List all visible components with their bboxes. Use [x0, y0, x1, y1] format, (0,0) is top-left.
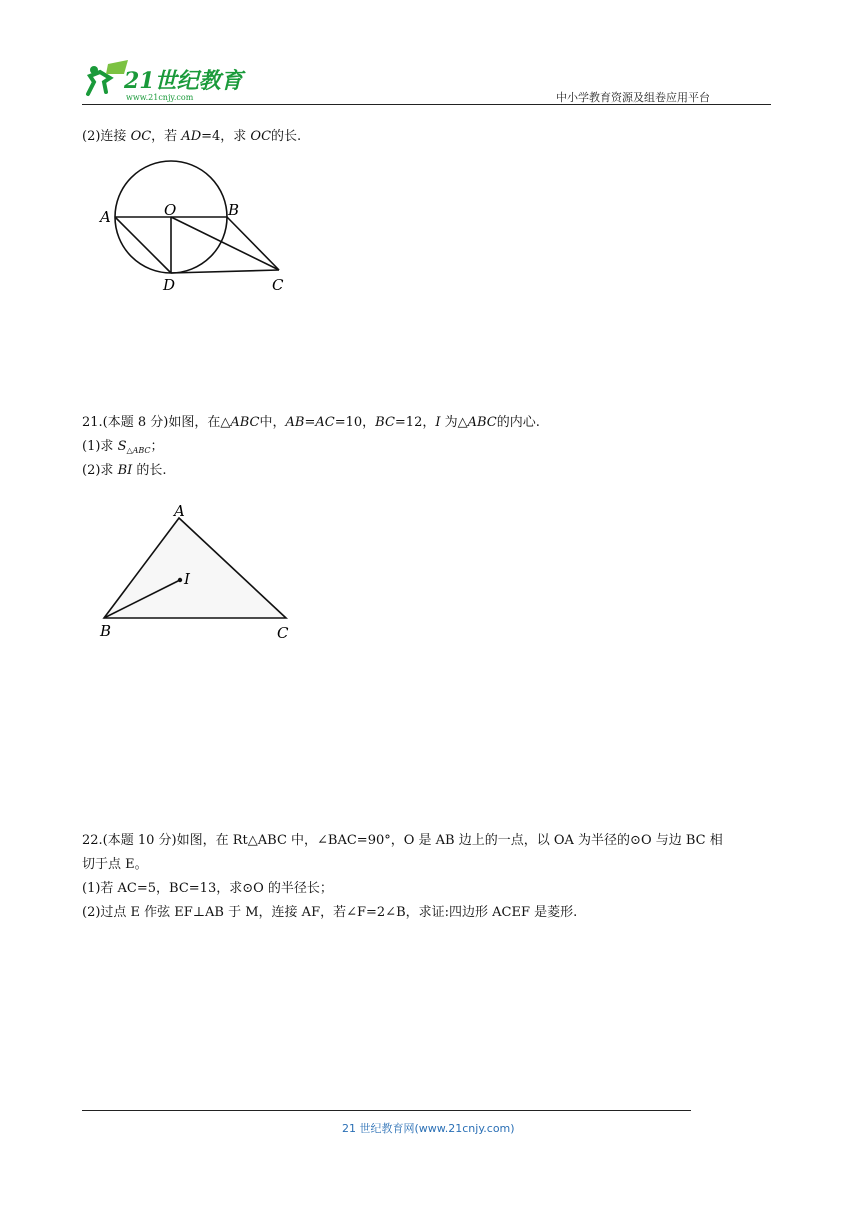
figure-circle-diagram	[96, 160, 296, 304]
logo-url: www.21cnjy.com	[126, 93, 194, 102]
logo	[80, 58, 250, 104]
label-d: D	[163, 276, 176, 294]
header-divider	[82, 104, 771, 105]
label-b: B	[228, 201, 240, 219]
q22-part1: (1)若 AC=5，BC=13，求⊙O 的半径长；	[82, 881, 333, 896]
logo-runner-icon	[80, 58, 250, 104]
label-c: C	[277, 624, 289, 642]
q20-part2: (2)连接 OC，若 AD=4，求 OC的长.	[82, 129, 302, 144]
label-a: A	[174, 502, 185, 520]
label-i: I	[184, 570, 190, 588]
logo-text: 21世纪教育	[124, 68, 243, 94]
label-a: A	[100, 208, 111, 226]
footer-divider	[82, 1110, 691, 1111]
q21-part2: (2)求 BI 的长.	[82, 463, 167, 478]
q22-part2: (2)过点 E 作弦 EF⊥AB 于 M，连接 AF，若∠F=2∠B，求证:四边形 ACEF 是菱形.	[82, 905, 578, 920]
segment-oc	[171, 217, 279, 270]
point-i	[178, 578, 182, 582]
figure-triangle-diagram	[96, 500, 306, 649]
q22-stem-line1: 22.(本题 10 分)如图，在 Rt△ABC 中，∠BAC=90°，O 是 AB 边上的一点，以 OA 为半径的⊙O 与边 BC 相	[82, 833, 723, 848]
segment-bc	[227, 217, 279, 270]
label-o: O	[164, 201, 177, 219]
q21-stem: 21.(本题 8 分)如图，在△ABC中，AB=AC=10，BC=12，I 为△ABC的内心.	[82, 415, 540, 430]
label-b: B	[100, 622, 112, 640]
header-platform-text: 中小学教育资源及组卷应用平台	[556, 91, 710, 104]
q21-part1: (1)求 $S_{\triangle ABC}$；	[82, 439, 164, 455]
footer-link[interactable]: 21 世纪教育网(www.21cnjy.com)	[342, 1122, 515, 1135]
triangle-abc	[104, 518, 286, 618]
label-c: C	[272, 276, 284, 294]
q22-stem-line2: 切于点 E。	[82, 857, 148, 872]
